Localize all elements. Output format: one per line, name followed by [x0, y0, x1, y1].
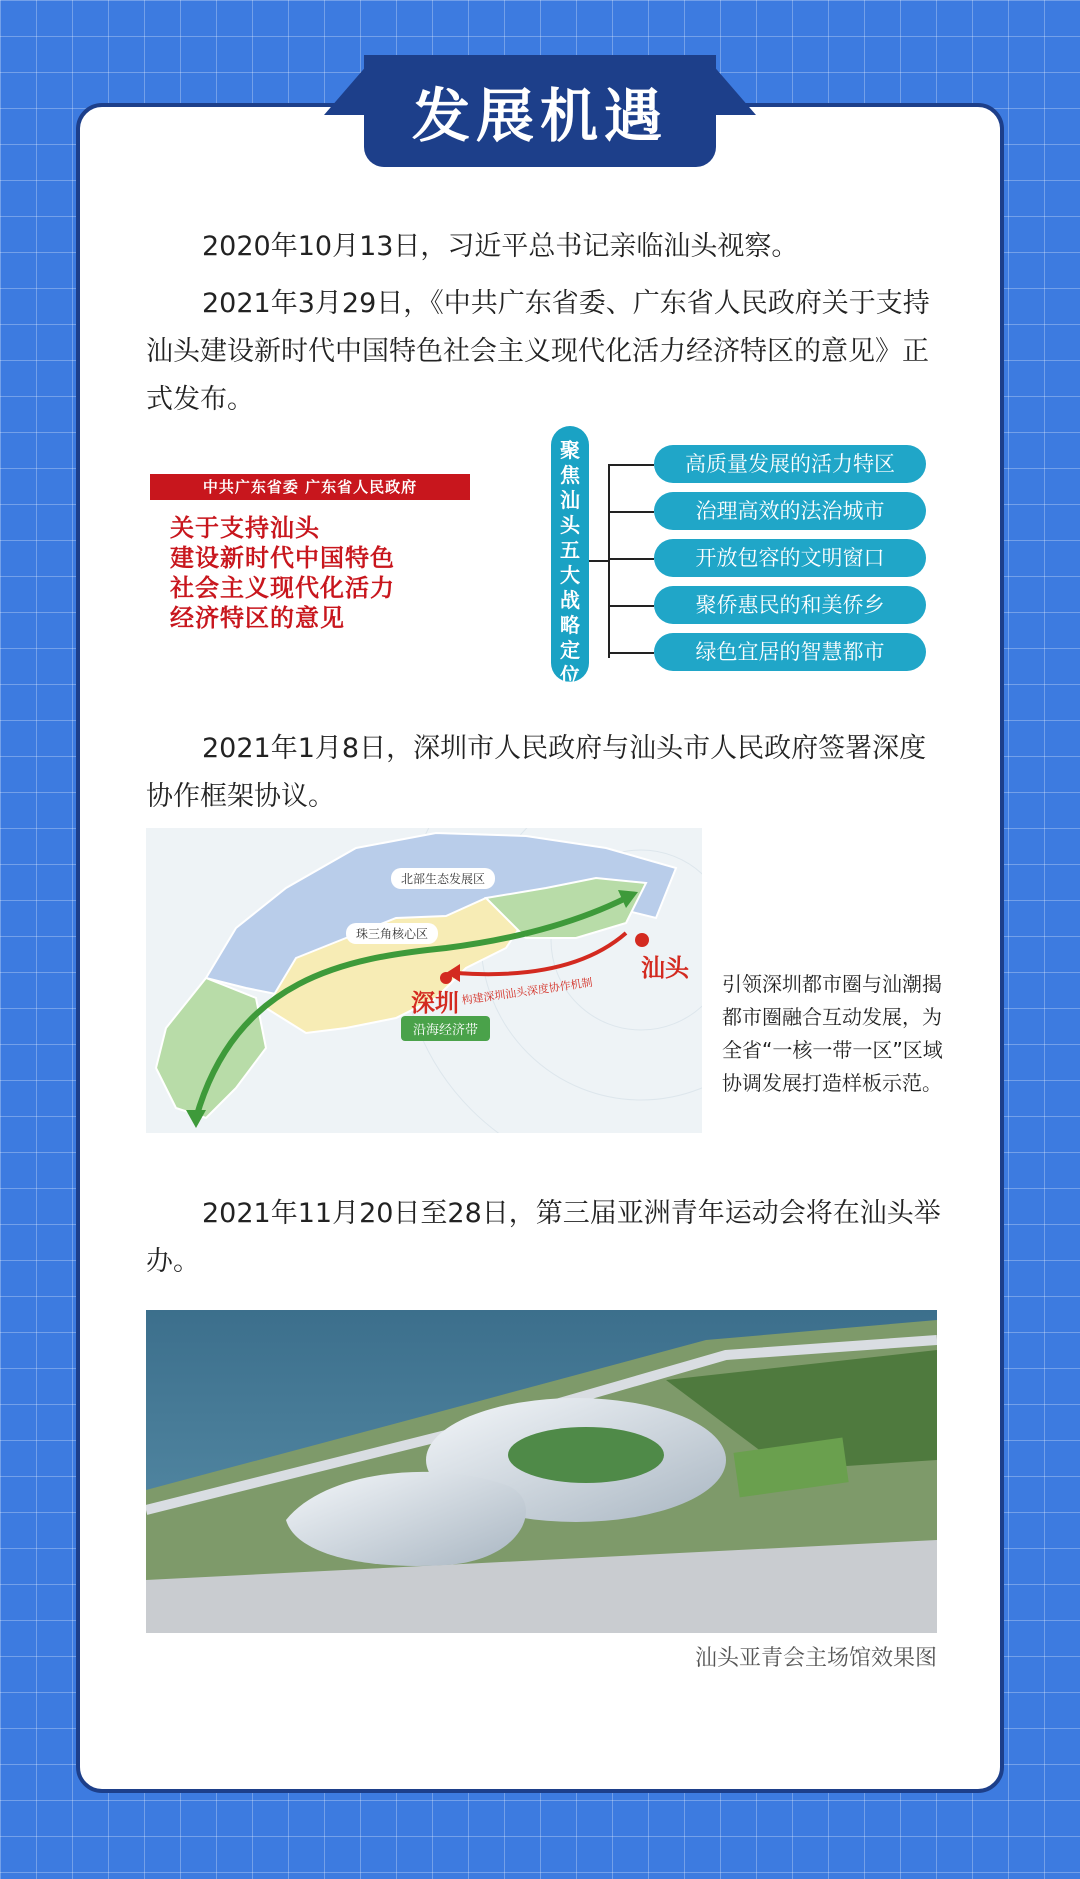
- document-title-line-3: 社会主义现代化活力: [170, 574, 395, 602]
- map-label-core: 珠三角核心区: [346, 923, 438, 944]
- map-caption: 引领深圳都市圈与汕潮揭都市圈融合互动发展，为全省“一核一带一区”区域协调发展打造样板示范。: [722, 972, 943, 1095]
- paragraph-agreement-text: 2021年1月8日，深圳市人民政府与汕头市人民政府签署深度协作框架协议。: [146, 733, 927, 812]
- map-label-cooperation: 构建深圳汕头深度协作机制: [460, 975, 594, 1008]
- strategy-label-pill: [551, 426, 589, 687]
- bracket-stem: [589, 560, 609, 562]
- paragraph-games: [146, 1190, 946, 1286]
- bracket-arm-3: [608, 558, 654, 560]
- section-header: [324, 55, 756, 167]
- paragraph-opinion: [146, 280, 946, 424]
- map-label-shenzhen: 深圳: [411, 989, 459, 1017]
- paragraph-agreement: [146, 725, 946, 821]
- map-region-west: [156, 978, 266, 1118]
- bracket-spine: [608, 464, 610, 658]
- coastal-belt-arrowhead-west: [186, 1110, 206, 1128]
- strategy-item-2: 治理高效的法治城市: [654, 492, 926, 530]
- map-label-coast: 沿海经济带: [401, 1016, 490, 1041]
- page-title: 发展机遇: [364, 55, 716, 167]
- shantou-marker-icon: [635, 933, 649, 947]
- stadium-caption: 汕头亚青会主场馆效果图: [694, 1646, 937, 1671]
- bracket-arm-1: [608, 464, 654, 466]
- stadium-field: [508, 1427, 664, 1483]
- paragraph-visit: [146, 223, 946, 271]
- regional-map: [146, 828, 702, 1133]
- strategy-item-1: 高质量发展的活力特区: [654, 445, 926, 483]
- document-title-line-1: 关于支持汕头: [170, 514, 320, 542]
- stadium-image: [146, 1310, 937, 1633]
- document-title-line-2: 建设新时代中国特色: [170, 544, 395, 572]
- bracket-arm-5: [608, 652, 654, 654]
- paragraph-games-text: 2021年11月20日至28日，第三届亚洲青年运动会将在汕头举办。: [146, 1198, 941, 1277]
- bracket-arm-4: [608, 605, 654, 607]
- document-cover-image: [146, 470, 476, 632]
- strategy-label: 聚焦汕头五大战略定位: [560, 438, 580, 687]
- map-label-shantou: 汕头: [641, 954, 689, 982]
- stadium-graphic: [146, 1310, 937, 1633]
- paragraph-opinion-text: 2021年3月29日，《中共广东省委、广东省人民政府关于支持汕头建设新时代中国特色社会主义现代化活力经济特区的意见》正式发布。: [146, 288, 930, 415]
- paragraph-visit-text: 2020年10月13日，习近平总书记亲临汕头视察。: [202, 231, 799, 262]
- bracket-arm-2: [608, 511, 654, 513]
- document-title-line-4: 经济特区的意见: [170, 604, 345, 632]
- strategy-item-4: 聚侨惠民的和美侨乡: [654, 586, 926, 624]
- document-issuer: 中共广东省委 广东省人民政府: [150, 474, 470, 500]
- strategy-item-3: 开放包容的文明窗口: [654, 539, 926, 577]
- map-label-north: 北部生态发展区: [391, 868, 495, 889]
- strategy-item-5: 绿色宜居的智慧都市: [654, 633, 926, 671]
